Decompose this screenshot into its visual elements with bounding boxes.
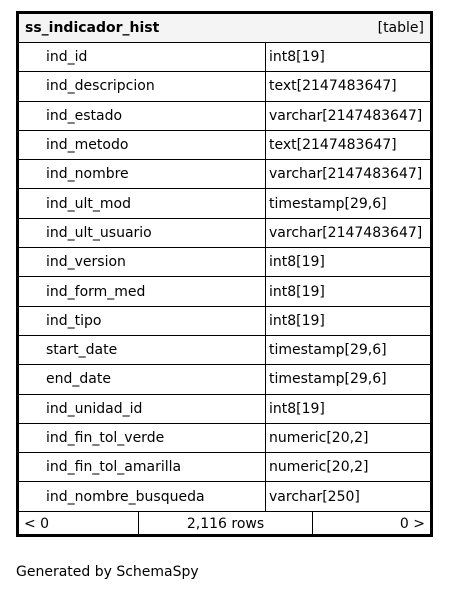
column-name: ind_form_med: [19, 277, 266, 305]
column-name: ind_id: [19, 43, 266, 71]
column-type: int8[19]: [269, 254, 325, 271]
column-type: varchar[2147483647]: [269, 224, 423, 241]
column-name: ind_metodo: [19, 131, 266, 159]
column-row[interactable]: [19, 160, 430, 189]
column-row[interactable]: [19, 336, 430, 365]
column-row[interactable]: [19, 102, 430, 131]
column-row[interactable]: [19, 189, 430, 218]
column-type: int8[19]: [269, 400, 325, 417]
column-name: ind_tipo: [19, 307, 266, 335]
column-type: int8[19]: [269, 49, 325, 66]
column-row[interactable]: [19, 307, 430, 336]
column-name: ind_descripcion: [19, 72, 266, 100]
column-type: varchar[2147483647]: [269, 166, 423, 183]
column-type: timestamp[29,6]: [269, 342, 387, 359]
table-name: ss_indicador_hist: [25, 20, 160, 36]
column-row[interactable]: [19, 365, 430, 394]
column-type: text[2147483647]: [269, 137, 397, 154]
column-name: ind_fin_tol_verde: [19, 424, 266, 452]
generated-by-text: Generated by SchemaSpy: [16, 564, 199, 580]
column-list: [19, 43, 430, 512]
column-type: int8[19]: [269, 312, 325, 329]
table-footer: [19, 512, 430, 536]
column-name: end_date: [19, 365, 266, 393]
table-kind-label: [table]: [377, 20, 424, 36]
column-name: ind_estado: [19, 102, 266, 130]
parents-count[interactable]: < 0: [19, 512, 139, 536]
column-name: ind_nombre: [19, 160, 266, 188]
column-row[interactable]: [19, 424, 430, 453]
column-type: varchar[2147483647]: [269, 107, 423, 124]
column-type: int8[19]: [269, 283, 325, 300]
column-name: start_date: [19, 336, 266, 364]
column-type: text[2147483647]: [269, 78, 397, 95]
column-row[interactable]: [19, 131, 430, 160]
column-row[interactable]: [19, 72, 430, 101]
column-row[interactable]: [19, 395, 430, 424]
column-name: ind_ult_mod: [19, 189, 266, 217]
column-row[interactable]: [19, 277, 430, 306]
table-header: [19, 14, 430, 43]
column-name: ind_unidad_id: [19, 395, 266, 423]
column-name: ind_nombre_busqueda: [19, 482, 266, 510]
column-type: varchar[250]: [269, 488, 360, 505]
column-name: ind_version: [19, 248, 266, 276]
column-row[interactable]: [19, 43, 430, 72]
column-type: timestamp[29,6]: [269, 371, 387, 388]
column-name: ind_ult_usuario: [19, 219, 266, 247]
column-type: numeric[20,2]: [269, 430, 369, 446]
column-row[interactable]: [19, 248, 430, 277]
column-row[interactable]: [19, 219, 430, 248]
column-row[interactable]: [19, 453, 430, 482]
children-count[interactable]: 0 >: [399, 515, 425, 532]
column-row[interactable]: [19, 482, 430, 511]
column-type: timestamp[29,6]: [269, 195, 387, 212]
column-type: numeric[20,2]: [269, 459, 369, 476]
row-count: 2,116 rows: [139, 512, 313, 536]
column-name: ind_fin_tol_amarilla: [19, 453, 266, 481]
table-node[interactable]: [16, 11, 433, 537]
